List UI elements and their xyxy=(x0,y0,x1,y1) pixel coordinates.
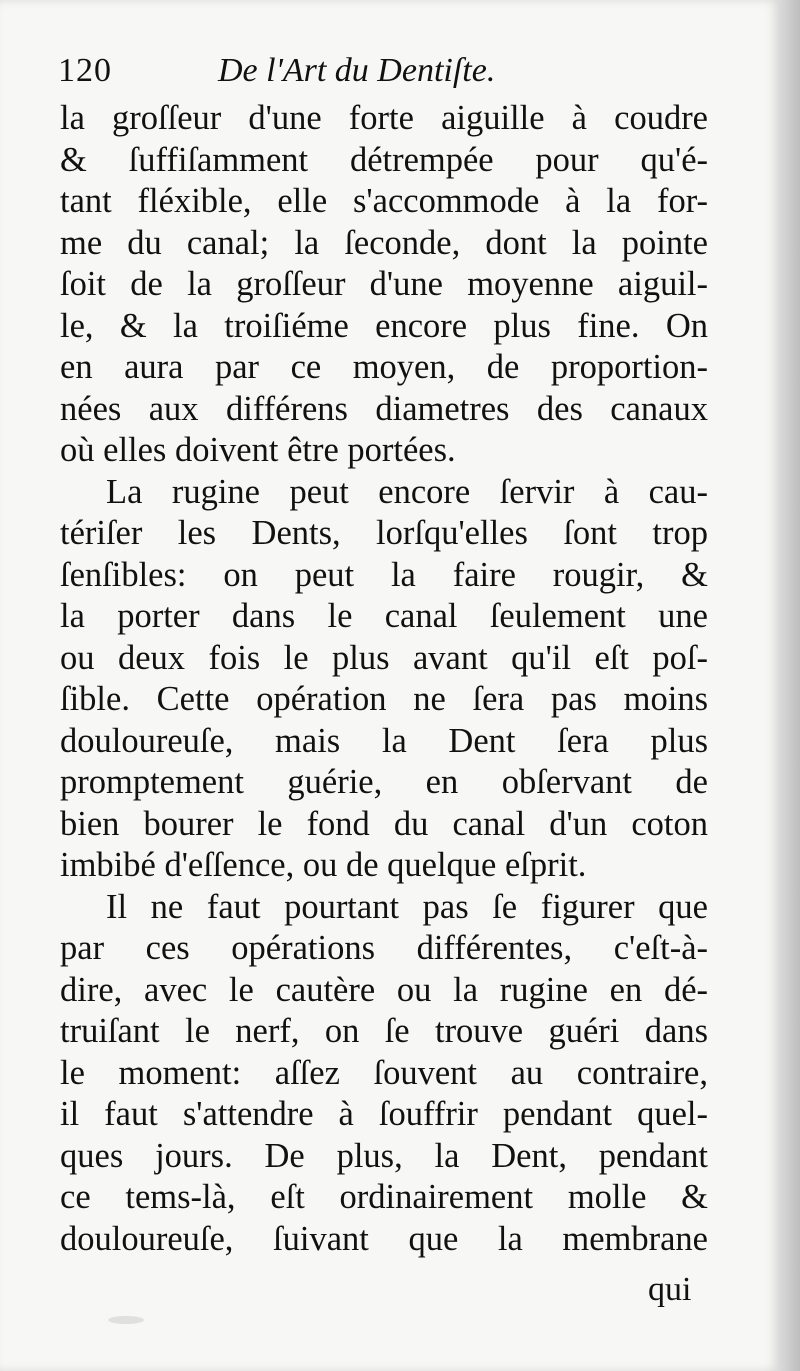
text-line: où elles doivent être portées. xyxy=(60,431,456,469)
text-line: le, & la troiſiéme encore plus fine. On xyxy=(60,306,708,345)
text-line: bien bourer le fond du canal d'un coton xyxy=(60,804,708,843)
text-line: ſible. Cette opération ne ſera pas moins xyxy=(60,680,708,718)
text-line: Il ne faut pourtant pas ſe figurer que xyxy=(106,887,708,926)
text-line: douloureuſe, ſuivant que la membrane xyxy=(60,1219,708,1258)
text-line: me du canal; la ſeconde, dont la pointe xyxy=(60,223,708,262)
page-edge-shadow xyxy=(778,0,800,1371)
text-line: la porter dans le canal ſeulement une xyxy=(60,597,708,635)
text-line: douloureuſe, mais la Dent ſera plus xyxy=(60,721,708,760)
text-line: tant fléxible, elle s'accommode à la for- xyxy=(60,182,708,220)
text-line: la groſſeur d'une forte aiguille à coudre xyxy=(60,99,708,137)
running-title: De l'Art du Dentiſte. xyxy=(218,52,496,89)
text-line: ſoit de la groſſeur d'une moyenne aiguil- xyxy=(60,265,708,303)
text-line: le moment: aſſez ſouvent au contraire, xyxy=(60,1053,708,1092)
text-line: ſenſibles: on peut la faire rougir, & xyxy=(60,555,708,594)
text-line: promptement guérie, en obſervant de xyxy=(60,763,708,801)
text-line: imbibé d'eſſence, ou de quelque eſprit. xyxy=(60,846,587,884)
text-line: nées aux différens diametres des canaux xyxy=(60,389,708,428)
text-line: par ces opérations différentes, c'eſt-à- xyxy=(60,929,708,967)
text-line: ce tems-là, eſt ordinairement molle & xyxy=(60,1178,708,1216)
text-line: tériſer les Dents, lorſqu'elles ſont trop xyxy=(60,514,708,552)
text-line: dire, avec le cautère ou la rugine en dé- xyxy=(60,970,708,1009)
catchword: qui xyxy=(648,1271,692,1308)
ink-smudge xyxy=(108,1316,144,1324)
text-line: ou deux fois le plus avant qu'il eſt poſ- xyxy=(60,638,708,677)
text-line: truiſant le nerf, on ſe trouve guéri dans xyxy=(60,1012,708,1050)
body-text xyxy=(60,98,708,1260)
text-line: La rugine peut encore ſervir à cau- xyxy=(106,472,708,511)
text-line: en aura par ce moyen, de proportion- xyxy=(60,348,708,386)
text-line: & ſuffiſamment détrempée pour qu'é- xyxy=(60,140,708,179)
page-header xyxy=(58,52,708,100)
text-line: il faut s'attendre à ſouffrir pendant quel- xyxy=(60,1095,708,1133)
text-line: ques jours. De plus, la Dent, pendant xyxy=(60,1136,708,1175)
page-number: 120 xyxy=(58,52,112,89)
